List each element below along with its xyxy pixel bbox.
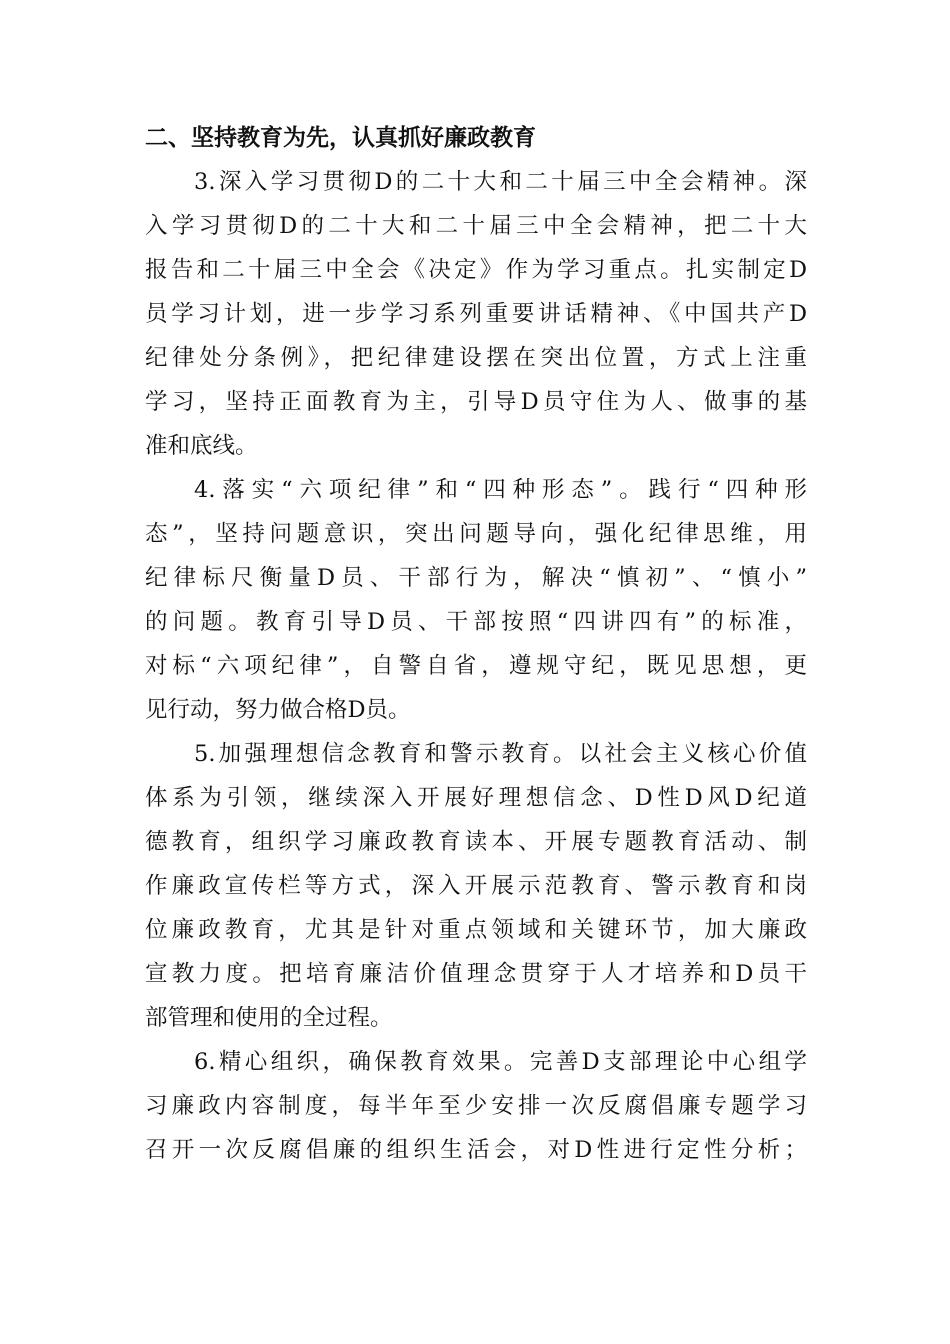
text-line: 德教育，组织学习廉政教育读本、开展专题教育活动、制 bbox=[145, 829, 807, 855]
text-line: 4.落实“六项纪律”和“四种形态”。践行“四种形 bbox=[194, 477, 807, 503]
section-heading: 二、坚持教育为先，认真抓好廉政教育 bbox=[145, 125, 536, 151]
text-line: 学习，坚持正面教育为主，引导D员守住为人、做事的基 bbox=[145, 389, 807, 415]
paragraph-3 bbox=[145, 160, 807, 468]
text-line: 召开一次反腐倡廉的组织生活会，对D性进行定性分析； bbox=[145, 1137, 807, 1163]
text-line: 准和底线。 bbox=[145, 433, 258, 459]
text-line: 入学习贯彻D的二十大和二十届三中全会精神，把二十大 bbox=[145, 213, 807, 239]
text-line: 的问题。教育引导D员、干部按照“四讲四有”的标准， bbox=[145, 609, 807, 635]
text-line: 习廉政内容制度，每半年至少安排一次反腐倡廉专题学习 bbox=[145, 1093, 807, 1119]
text-line: 位廉政教育，尤其是针对重点领域和关键环节，加大廉政 bbox=[145, 917, 807, 943]
document-body bbox=[145, 116, 807, 1172]
text-line: 纪律处分条例》，把纪律建设摆在突出位置，方式上注重 bbox=[145, 345, 807, 371]
paragraph-6 bbox=[145, 1040, 807, 1172]
text-line: 宣教力度。把培育廉洁价值理念贯穿于人才培养和D员干 bbox=[145, 961, 807, 987]
text-line: 报告和二十届三中全会《决定》作为学习重点。扎实制定D bbox=[145, 257, 807, 283]
text-line: 态”，坚持问题意识，突出问题导向，强化纪律思维，用 bbox=[145, 521, 807, 547]
text-line: 3.深入学习贯彻D的二十大和二十届三中全会精神。深 bbox=[194, 169, 807, 195]
text-line: 5.加强理想信念教育和警示教育。以社会主义核心价值 bbox=[194, 741, 807, 767]
text-line: 见行动，努力做合格D员。 bbox=[145, 697, 411, 723]
text-line: 作廉政宣传栏等方式，深入开展示范教育、警示教育和岗 bbox=[145, 873, 807, 899]
text-line: 6.精心组织，确保教育效果。完善D支部理论中心组学 bbox=[194, 1049, 807, 1075]
text-line: 对标“六项纪律”，自警自省，遵规守纪，既见思想，更 bbox=[145, 653, 807, 679]
text-line: 员学习计划，进一步学习系列重要讲话精神、《中国共产D bbox=[145, 301, 807, 327]
text-line: 纪律标尺衡量D员、干部行为，解决“慎初”、“慎小” bbox=[145, 565, 807, 591]
paragraph-5 bbox=[145, 732, 807, 1040]
text-line: 体系为引领，继续深入开展好理想信念、D性D风D纪道 bbox=[145, 785, 807, 811]
paragraph-4 bbox=[145, 468, 807, 732]
text-line: 部管理和使用的全过程。 bbox=[145, 1005, 393, 1031]
